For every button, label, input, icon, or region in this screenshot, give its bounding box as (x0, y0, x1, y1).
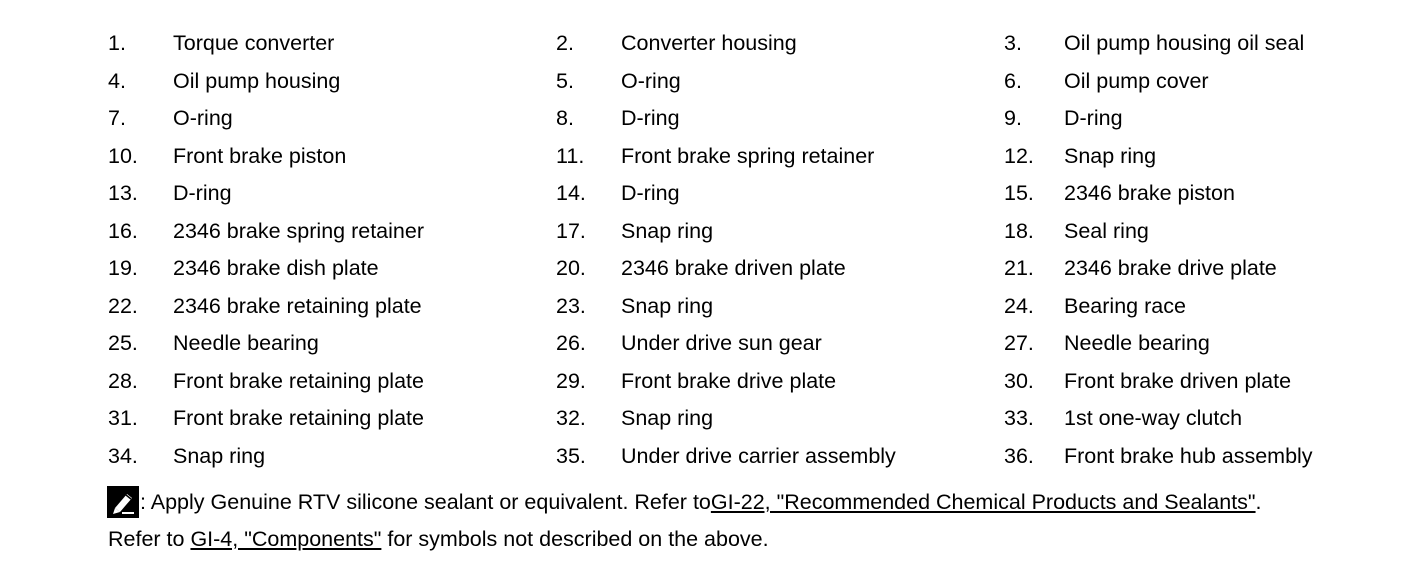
part-number: 21. (1004, 256, 1034, 280)
part-name: Snap ring (173, 443, 266, 468)
part-name: Front brake retaining plate (173, 406, 424, 430)
part-number: 15. (1004, 181, 1034, 205)
part-name: Snap ring (621, 218, 714, 243)
part-name: Snap ring (1064, 143, 1157, 168)
part-name: Front brake driven plate (1064, 368, 1292, 393)
part-name: O-ring (621, 68, 681, 93)
parts-row (108, 213, 1388, 251)
part-number: 6. (1004, 68, 1022, 93)
part-name: D-ring (1064, 106, 1123, 130)
part-name: Torque converter (173, 31, 335, 55)
part-name: 2346 brake driven plate (621, 256, 846, 280)
refer-text: Refer to (108, 527, 191, 551)
part-number: 11. (556, 143, 585, 168)
part-number: 2. (556, 31, 574, 55)
part-number: 1. (108, 31, 126, 55)
part-name: D-ring (173, 181, 232, 205)
part-number: 33. (1004, 406, 1034, 430)
parts-row (108, 438, 1388, 476)
part-name: Front brake hub assembly (1064, 443, 1313, 468)
part-number: 9. (1004, 106, 1022, 130)
part-number: 30. (1004, 368, 1034, 393)
part-name: O-ring (173, 106, 233, 130)
part-number: 36. (1004, 443, 1034, 468)
part-number: 28. (108, 368, 138, 393)
part-name: D-ring (621, 106, 680, 130)
part-number: 32. (556, 406, 586, 430)
part-number: 13. (108, 181, 138, 205)
sealant-note (107, 485, 1262, 519)
part-number: 7. (108, 106, 126, 130)
part-number: 19. (108, 256, 138, 280)
parts-row (108, 100, 1388, 138)
part-name: Snap ring (621, 293, 714, 318)
parts-row (108, 288, 1388, 326)
part-name: 2346 brake dish plate (173, 256, 379, 280)
part-name: D-ring (621, 181, 680, 205)
sealant-pen-icon (107, 486, 139, 518)
part-number: 17. (556, 218, 586, 243)
parts-row (108, 175, 1388, 213)
part-number: 24. (1004, 293, 1034, 318)
part-number: 4. (108, 68, 126, 93)
part-number: 22. (108, 293, 138, 318)
sealant-note-text: : Apply Genuine RTV silicone sealant or equivalent. Refer to (140, 490, 711, 514)
part-name: Under drive sun gear (621, 331, 822, 355)
symbols-reference (108, 522, 769, 556)
part-name: Oil pump housing (173, 68, 341, 93)
part-name: 2346 brake drive plate (1064, 256, 1277, 280)
part-number: 20. (556, 256, 586, 280)
part-name: Under drive carrier assembly (621, 443, 896, 468)
part-number: 27. (1004, 331, 1034, 355)
part-number: 14. (556, 181, 586, 205)
part-number: 35. (556, 443, 586, 468)
part-name: 2346 brake retaining plate (173, 293, 422, 318)
part-name: 1st one-way clutch (1064, 406, 1243, 430)
parts-row (108, 138, 1388, 176)
part-name: Snap ring (621, 406, 714, 430)
parts-row (108, 400, 1388, 438)
part-number: 12. (1004, 143, 1034, 168)
gi-22-link[interactable]: GI-22, "Recommended Chemical Products and Sealants" (710, 490, 1256, 514)
part-name: 2346 brake piston (1064, 181, 1235, 205)
part-name: Converter housing (621, 31, 797, 55)
refer-text-end: for symbols not described on the above. (381, 527, 769, 551)
part-name: Front brake retaining plate (173, 368, 424, 393)
part-name: Oil pump housing oil seal (1064, 31, 1305, 55)
part-name: Bearing race (1064, 293, 1186, 318)
part-number: 25. (108, 331, 138, 355)
part-number: 16. (108, 218, 138, 243)
part-number: 18. (1004, 218, 1034, 243)
part-number: 10. (108, 143, 138, 168)
part-name: 2346 brake spring retainer (173, 218, 424, 243)
part-number: 5. (556, 68, 574, 93)
part-name: Front brake piston (173, 143, 347, 168)
part-name: Needle bearing (1064, 331, 1210, 355)
sealant-note-end: . (1255, 490, 1262, 514)
part-number: 26. (556, 331, 586, 355)
part-number: 8. (556, 106, 574, 130)
parts-row (108, 250, 1388, 288)
parts-row (108, 363, 1388, 401)
part-name: Oil pump cover (1064, 68, 1209, 93)
part-name: Seal ring (1064, 218, 1149, 243)
part-number: 3. (1004, 31, 1022, 55)
part-number: 29. (556, 368, 586, 393)
part-name: Front brake spring retainer (621, 143, 875, 168)
parts-row (108, 25, 1388, 63)
part-name: Needle bearing (173, 331, 319, 355)
gi-4-link[interactable]: GI-4, "Components" (190, 527, 382, 551)
part-number: 23. (556, 293, 586, 318)
parts-row (108, 325, 1388, 363)
part-number: 34. (108, 443, 138, 468)
part-number: 31. (108, 406, 138, 430)
part-name: Front brake drive plate (621, 368, 837, 393)
parts-list (108, 25, 1388, 475)
parts-row (108, 63, 1388, 101)
